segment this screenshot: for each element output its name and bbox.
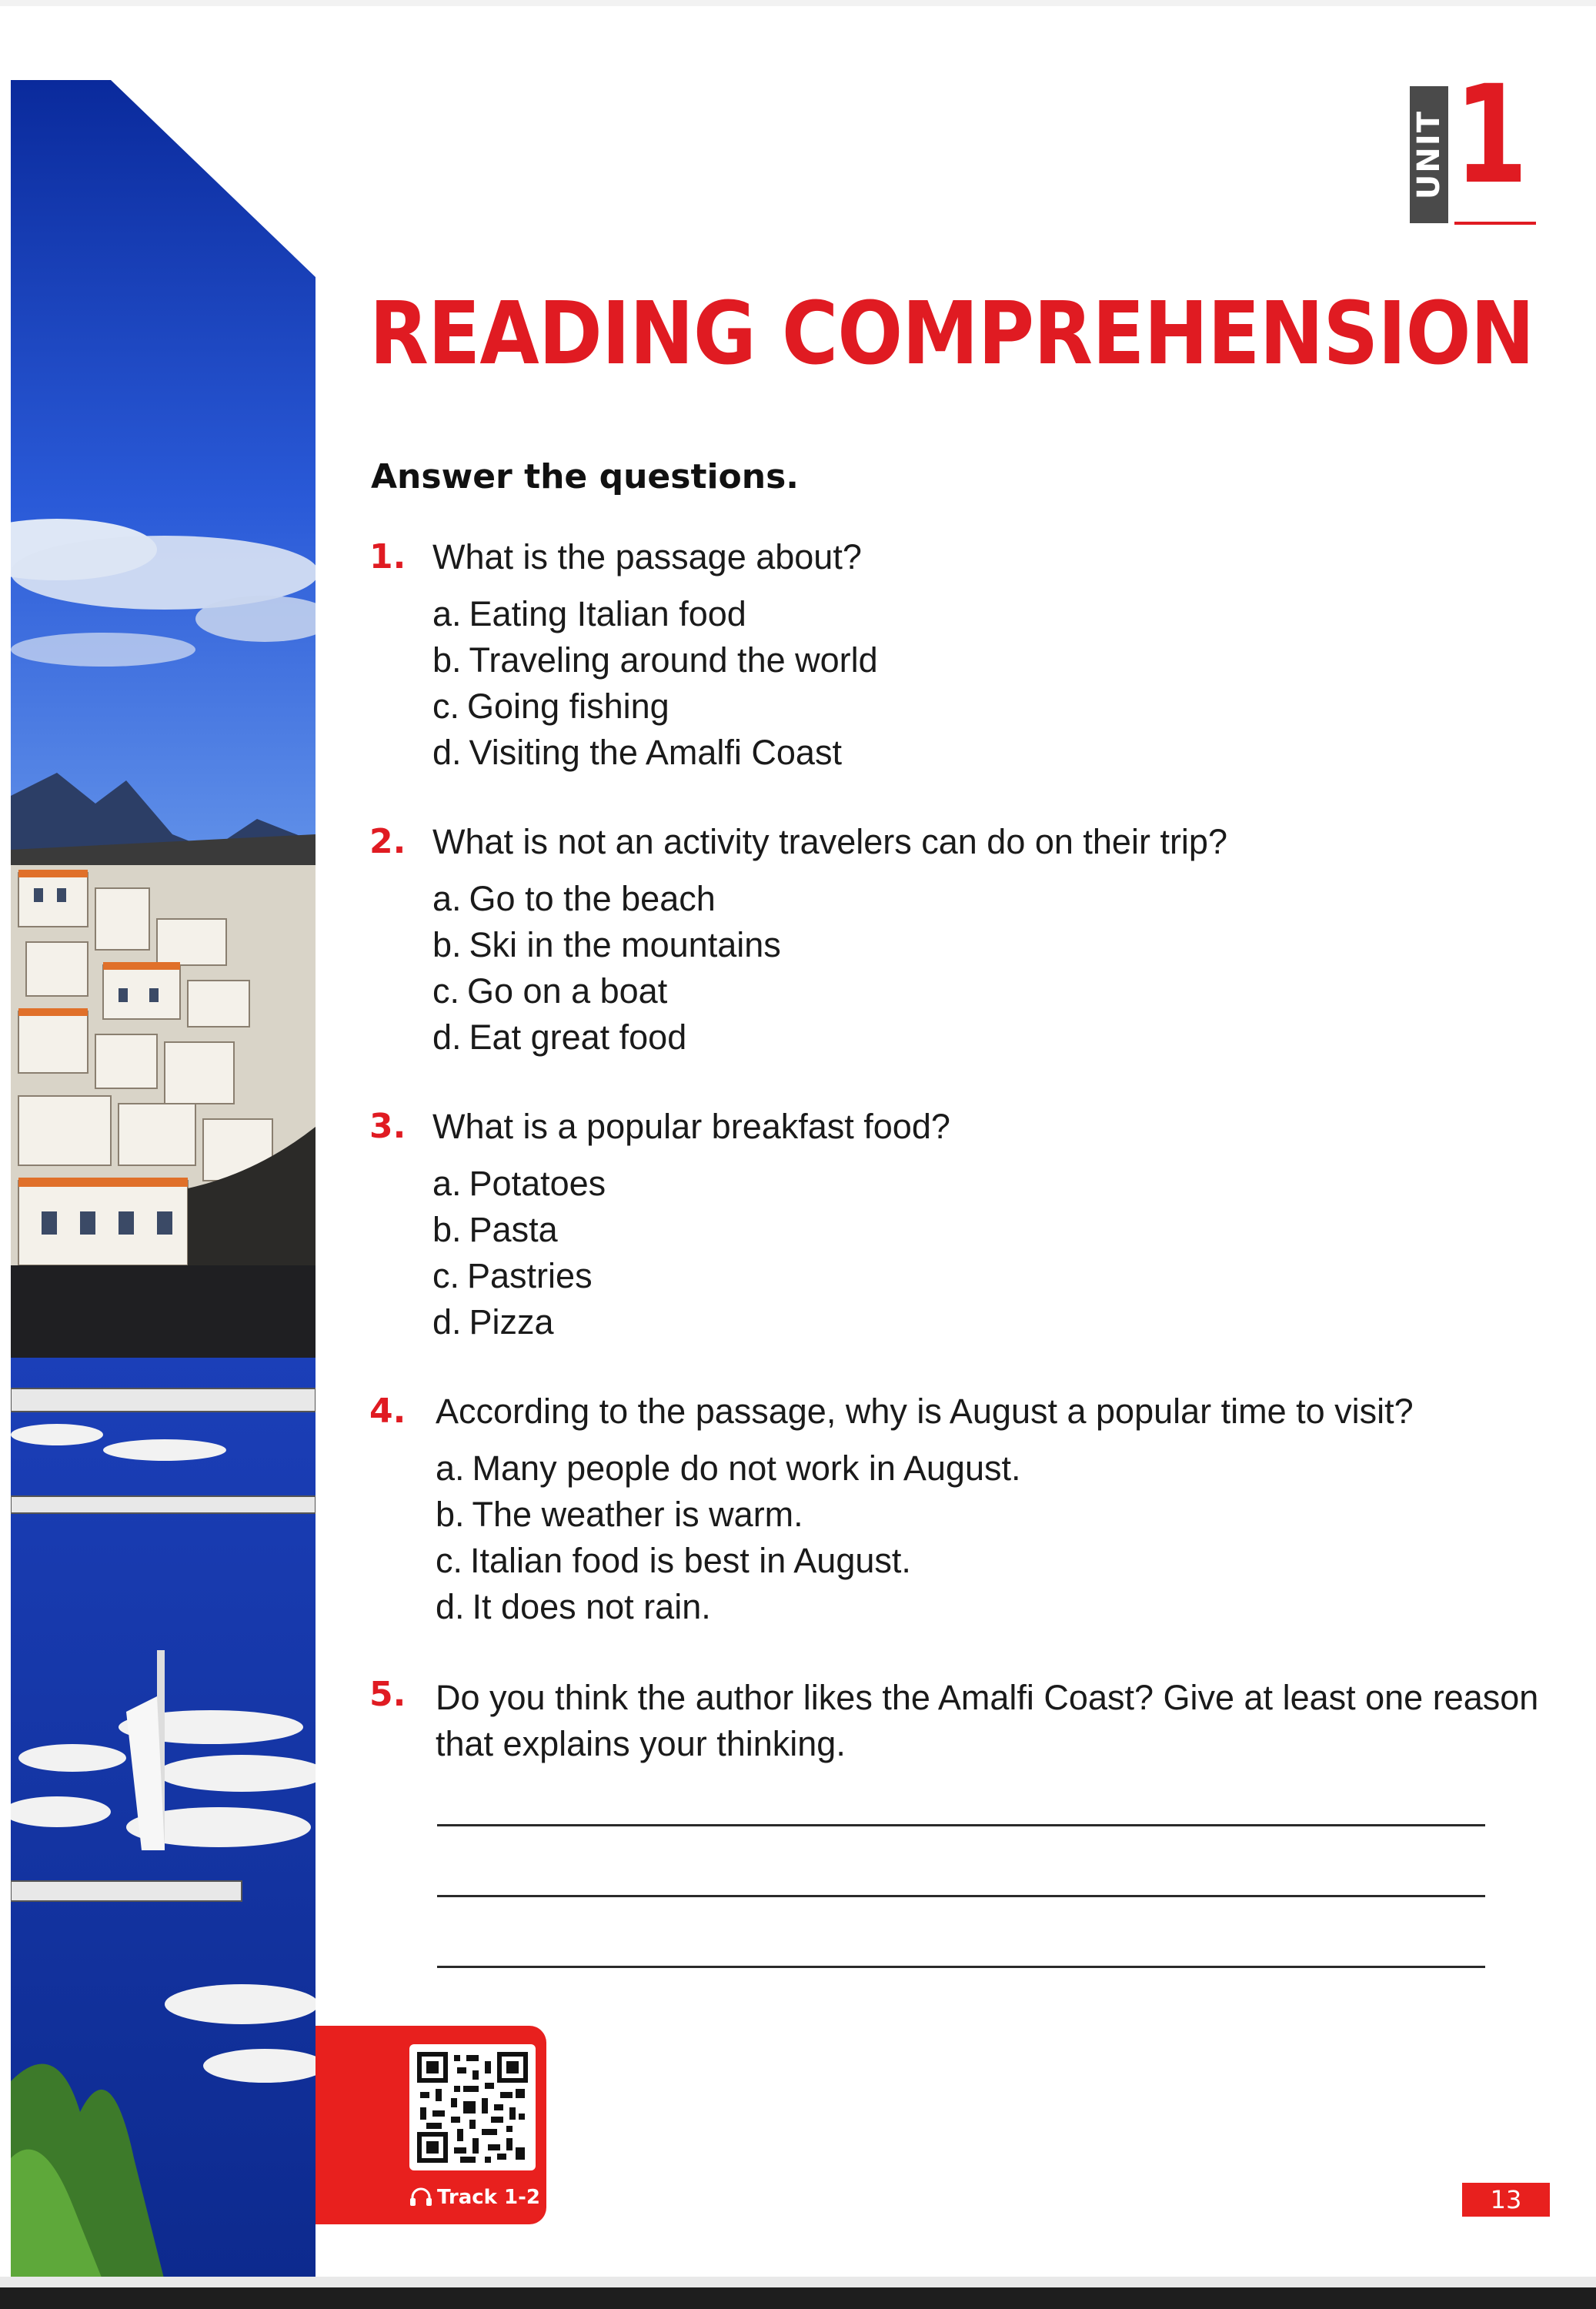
option-c[interactable]: c. Go on a boat <box>432 971 668 1011</box>
answer-line-1[interactable] <box>437 1824 1485 1826</box>
audio-track-tab[interactable] <box>316 2026 546 2224</box>
coastal-town-photo <box>11 80 316 2281</box>
answer-line-2[interactable] <box>437 1895 1485 1897</box>
option-d[interactable]: d. Visiting the Amalfi Coast <box>432 733 842 772</box>
option-list <box>432 876 781 1061</box>
option-list <box>432 1161 606 1345</box>
question-number: 3. <box>369 1107 406 1146</box>
question-text: Do you think the author likes the Amalfi Coast? Give at least one reason that explains your thinking. <box>436 1678 1539 1763</box>
qr-code[interactable] <box>409 2044 536 2170</box>
option-a[interactable]: a. Many people do not work in August. <box>436 1449 1021 1488</box>
unit-underline <box>1454 222 1536 225</box>
unit-label-box <box>1410 86 1448 223</box>
option-b[interactable]: b. Traveling around the world <box>432 640 878 680</box>
option-d[interactable]: d. Pizza <box>432 1302 554 1342</box>
option-b[interactable]: b. Ski in the mountains <box>432 925 781 964</box>
answer-line-3[interactable] <box>437 1966 1485 1968</box>
question-text: What is a popular breakfast food? <box>432 1107 950 1146</box>
option-a[interactable]: a. Eating Italian food <box>432 594 746 633</box>
question-text: According to the passage, why is August a popular time to visit? <box>436 1392 1414 1431</box>
option-c[interactable]: c. Italian food is best in August. <box>436 1541 911 1580</box>
unit-number: 1 <box>1454 56 1528 214</box>
option-a[interactable]: a. Go to the beach <box>432 879 716 918</box>
track-label: Track 1-2 <box>437 2186 540 2209</box>
question-number: 4. <box>369 1392 406 1431</box>
unit-label: UNIT <box>1411 109 1447 200</box>
option-c[interactable]: c. Pastries <box>432 1256 593 1295</box>
option-c[interactable]: c. Going fishing <box>432 687 669 726</box>
question-text: What is the passage about? <box>432 537 862 576</box>
scan-edge-bottom <box>0 2287 1596 2309</box>
option-b[interactable]: b. The weather is warm. <box>436 1495 803 1534</box>
option-a[interactable]: a. Potatoes <box>432 1164 606 1203</box>
question-number: 2. <box>369 822 406 861</box>
track-label-row[interactable] <box>409 2186 540 2209</box>
question-number: 5. <box>369 1675 406 1714</box>
question-number: 1. <box>369 537 406 576</box>
option-list <box>432 591 878 776</box>
instruction: Answer the questions. <box>371 457 800 496</box>
question-text: What is not an activity travelers can do on their trip? <box>432 822 1227 861</box>
page-number: 13 <box>1462 2183 1550 2217</box>
option-b[interactable]: b. Pasta <box>432 1210 558 1249</box>
unit-badge <box>1410 56 1538 225</box>
scan-edge-bottom-light <box>0 2277 1596 2287</box>
headphones-icon <box>409 2187 432 2207</box>
option-list <box>436 1445 1020 1630</box>
option-d[interactable]: d. It does not rain. <box>436 1587 711 1626</box>
option-d[interactable]: d. Eat great food <box>432 1017 687 1057</box>
page-title: READING COMPREHENSION <box>369 284 1534 384</box>
scan-edge-top <box>0 0 1596 6</box>
